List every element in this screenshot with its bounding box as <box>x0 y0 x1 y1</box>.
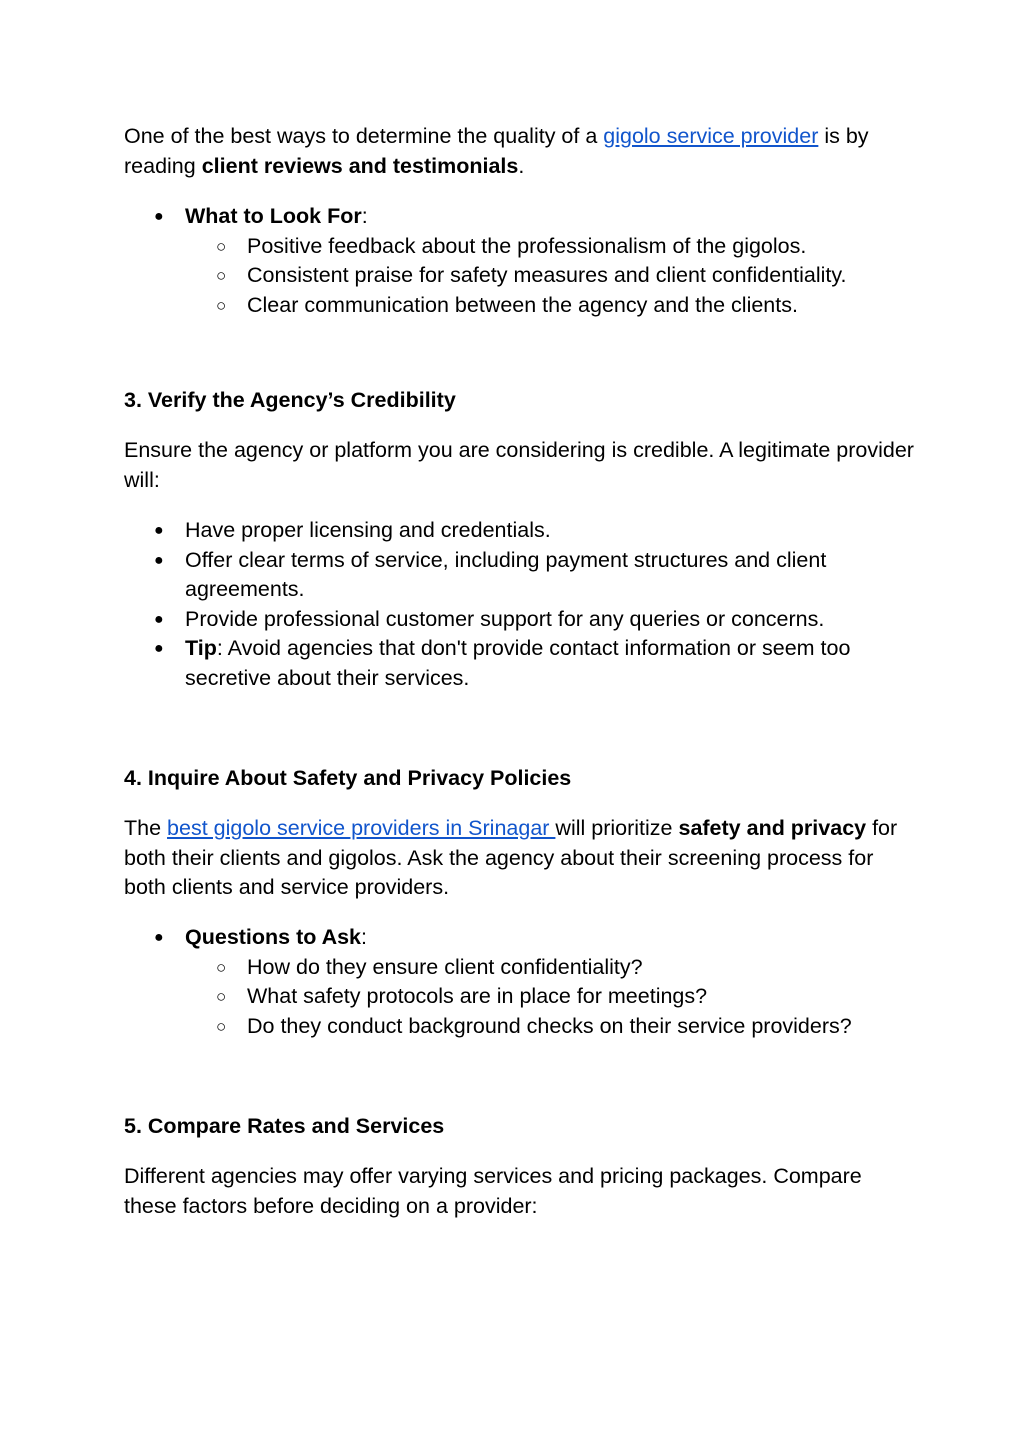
bullet-icon: ● <box>154 522 164 539</box>
intro-text: One of the best ways to determine the quality of a <box>124 124 604 148</box>
circle-bullet-icon: ○ <box>216 987 227 1007</box>
circle-bullet-icon: ○ <box>216 1016 227 1036</box>
list-item <box>124 202 914 320</box>
tip-label: Tip <box>185 636 217 661</box>
bullet-icon: ● <box>154 208 164 225</box>
list-item <box>124 605 914 635</box>
questions-sublist <box>185 953 914 1042</box>
section-3-heading: 3. Verify the Agency’s Credibility <box>124 388 456 412</box>
section-5-intro: Different agencies may offer varying services and pricing packages. Compare these factors before deciding on a provider: <box>124 1164 862 1218</box>
tip-text: : Avoid agencies that don't provide contact information or seem too secretive about their services. <box>185 636 851 690</box>
what-to-look-for-sublist <box>185 232 914 321</box>
circle-bullet-icon: ○ <box>216 295 227 315</box>
list-item <box>185 982 914 1012</box>
list-item <box>124 923 914 1041</box>
intro-paragraph <box>124 122 914 181</box>
questions-list <box>124 923 914 1041</box>
list-item <box>124 546 914 605</box>
circle-bullet-icon: ○ <box>216 236 227 256</box>
what-to-look-for-label: What to Look For <box>185 204 362 228</box>
list-item-text: How do they ensure client confidentiality? <box>247 954 643 979</box>
list-item <box>185 953 914 983</box>
paragraph-text: for both their clients and gigolos. Ask the agency about their screening process for both clients and service providers. <box>124 816 898 900</box>
list-item <box>185 261 914 291</box>
intro-text-end: . <box>518 153 525 178</box>
label-colon: : <box>361 925 367 949</box>
bullet-icon: ● <box>154 551 164 569</box>
credibility-list <box>124 516 914 694</box>
list-item-text: Consistent praise for safety measures and client confidentiality. <box>247 263 847 288</box>
list-item-text: Provide professional customer support for any queries or concerns. <box>185 606 825 631</box>
list-item <box>124 634 914 693</box>
list-item <box>185 1012 914 1042</box>
list-item-text: Have proper licensing and credentials. <box>185 518 551 542</box>
paragraph-text: The <box>124 816 168 840</box>
bullet-icon: ● <box>154 640 164 658</box>
circle-bullet-icon: ○ <box>216 266 227 286</box>
list-item-text: Do they conduct background checks on their service providers? <box>247 1013 852 1038</box>
gigolo-service-provider-link[interactable]: gigolo service provider <box>603 124 819 148</box>
circle-bullet-icon: ○ <box>216 957 227 977</box>
section-4-heading: 4. Inquire About Safety and Privacy Policies <box>124 766 572 790</box>
list-item-text: What safety protocols are in place for meetings? <box>247 984 708 1009</box>
bullet-icon: ● <box>154 610 164 628</box>
srinagar-providers-link[interactable]: best gigolo service providers in Srinagar <box>167 816 556 840</box>
list-item <box>124 516 914 546</box>
intro-text-middle: is by reading <box>124 124 869 178</box>
section-5-heading: 5. Compare Rates and Services <box>124 1114 445 1138</box>
safety-privacy-bold: safety and privacy <box>678 816 867 840</box>
label-colon: : <box>361 204 368 228</box>
section-4-paragraph <box>124 814 914 903</box>
section-3-intro: Ensure the agency or platform you are considering is credible. A legitimate provider will: <box>124 438 914 492</box>
list-item <box>185 291 914 321</box>
list-item-text: Positive feedback about the professionalism of the gigolos. <box>247 233 807 258</box>
paragraph-text: will prioritize <box>555 816 679 840</box>
questions-label: Questions to Ask <box>185 925 362 949</box>
bullet-icon: ● <box>154 929 164 946</box>
intro-bold-text: client reviews and testimonials <box>201 153 519 178</box>
list-item <box>185 232 914 262</box>
list-item-text: Clear communication between the agency and the clients. <box>247 292 798 317</box>
list-item-text: Offer clear terms of service, including payment structures and client agreements. <box>185 547 827 602</box>
what-to-look-for-list <box>124 202 914 320</box>
